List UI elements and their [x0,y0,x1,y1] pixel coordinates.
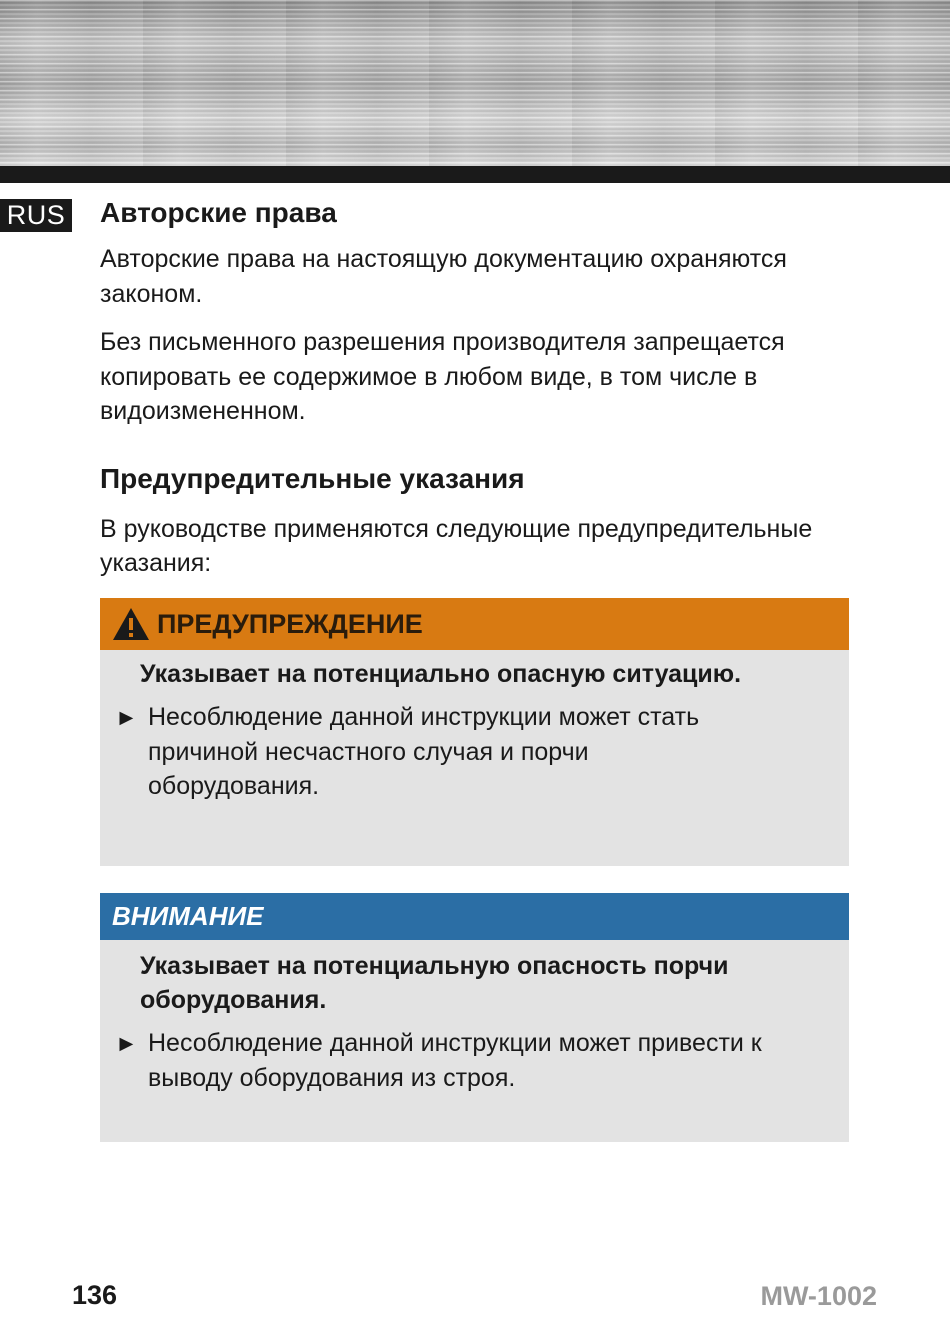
warning-box-header [100,598,849,650]
warning-box-bullet [100,700,849,804]
warning-box [100,598,849,866]
caution-box-bullet-text: Несоблюдение данной инструкции может привести к выводу оборудования из строя. [148,1029,762,1092]
bullet-arrow-icon: ► [115,1030,138,1056]
copyright-heading: Авторские права [100,197,337,228]
warning-box-bullet-text: Несоблюдение данной инструкции может стать причиной несчастного случая и порчи оборудования. [148,703,700,800]
caution-box-header [100,893,849,940]
page-number: 136 [72,1280,118,1310]
bullet-arrow-icon: ► [115,704,138,730]
header-black-bar [0,166,950,183]
caution-box-lead: Указывает на потенциальную опасность порчи оборудования. [140,952,729,1014]
warnings-intro: В руководстве применяются следующие предупредительные указания: [100,514,813,577]
warnings-heading: Предупредительные указания [100,462,525,494]
language-tag: RUS [0,199,72,232]
main-content [100,196,860,581]
warning-box-label: ПРЕДУПРЕЖДЕНИЕ [157,608,423,639]
model-name: MW-1002 [760,1281,877,1311]
caution-box [100,893,849,1142]
caution-box-bullet [100,1026,849,1095]
header-texture-banner [0,0,950,166]
warning-box-lead: Указывает на потенциально опасную ситуацию. [140,660,742,688]
caution-box-label: ВНИМАНИЕ [112,901,264,931]
copyright-paragraph-1: Авторские права на настоящую документацию охраняются законом. [100,245,787,308]
warning-triangle-icon [112,607,150,641]
copyright-paragraph-2: Без письменного разрешения производителя запрещается копировать ее содержимое в любом виде, в том числе в видоизмененном. [100,328,785,425]
